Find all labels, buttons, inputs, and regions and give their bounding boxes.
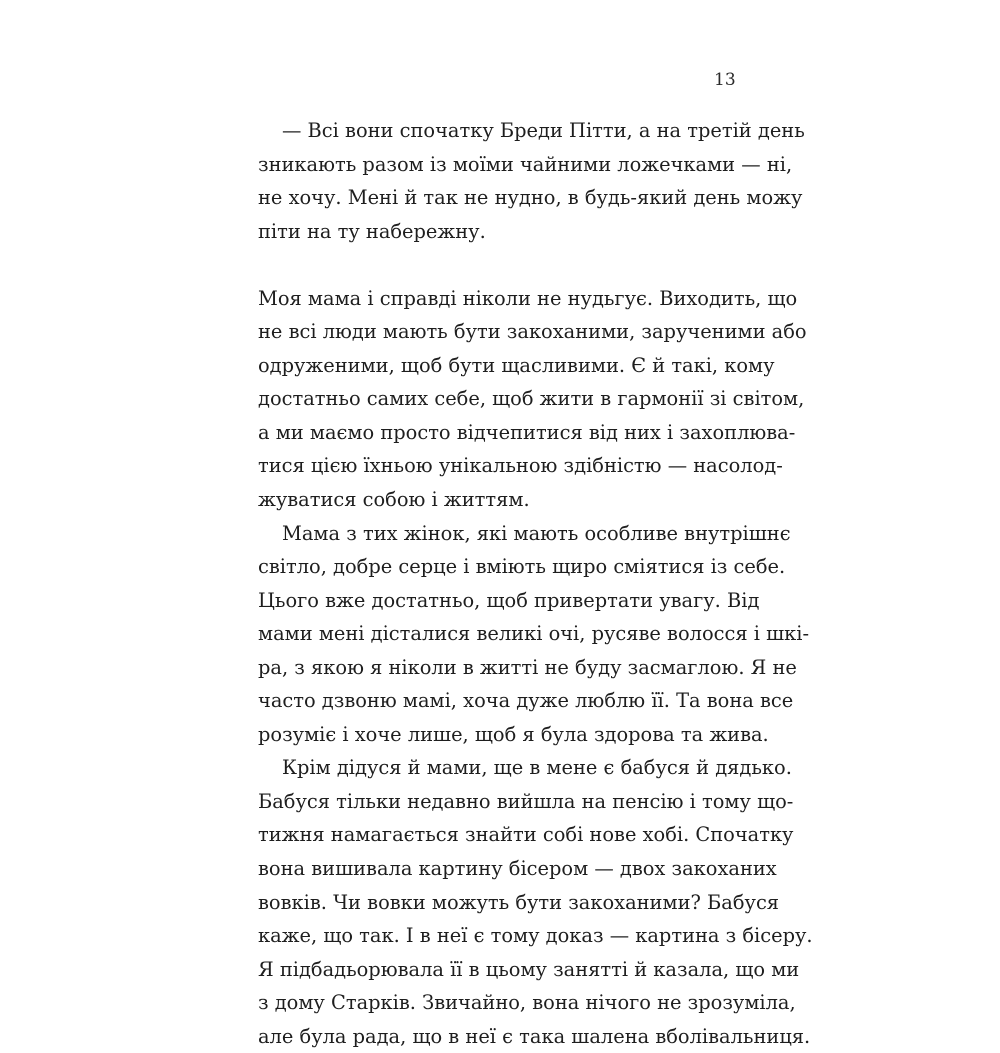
text-line: не хочу. Мені й так не нудно, в будь-який день можу bbox=[258, 186, 803, 210]
paragraph bbox=[258, 282, 807, 517]
page-number: 13 bbox=[714, 70, 736, 90]
text-line: часто дзвоню мамі, хоча дуже люблю її. Та вона все bbox=[258, 689, 794, 713]
text-line: тижня намагається знайти собі нове хобі. Спочатку bbox=[258, 823, 794, 847]
text-line: Моя мама і справді ніколи не нудьгує. Виходить, що bbox=[258, 286, 798, 310]
text-line: достатньо самих себе, щоб жити в гармонії зі світом, bbox=[258, 387, 805, 411]
text-line: розуміє і хоче лише, щоб я була здорова та жива. bbox=[258, 722, 769, 746]
text-line: Цього вже достатньо, щоб привертати увагу. Від bbox=[258, 588, 760, 612]
text-line: піти на ту набережну. bbox=[258, 219, 486, 243]
paragraph bbox=[258, 751, 813, 1053]
text-line: Крім дідуся й мами, ще в мене є бабуся й дядько. bbox=[282, 756, 792, 780]
text-line: каже, що так. І в неї є тому доказ — картина з бісеру. bbox=[258, 924, 813, 948]
text-line: не всі люди мають бути закоханими, зарученими або bbox=[258, 320, 807, 344]
text-line: зникають разом із моїми чайними ложечками — ні, bbox=[258, 152, 793, 176]
body-text bbox=[258, 114, 813, 1053]
text-line: вовків. Чи вовки можуть бути закоханими? Бабуся bbox=[258, 890, 780, 914]
text-line: Мама з тих жінок, які мають особливе внутрішнє bbox=[282, 521, 791, 545]
text-line: тися цією їхньою унікальною здібністю — насолод- bbox=[258, 454, 783, 478]
text-line: вона вишивала картину бісером — двох закоханих bbox=[258, 857, 777, 881]
text-line: жуватися собою і життям. bbox=[258, 488, 530, 512]
text-line: світло, добре серце і вміють щиро сміятися із себе. bbox=[258, 555, 786, 579]
text-line: але була рада, що в неї є така шалена вболівальниця. bbox=[258, 1024, 811, 1048]
text-line: одруженими, щоб бути щасливими. Є й такі, кому bbox=[258, 353, 775, 377]
text-line: Бабуся тільки недавно вийшла на пенсію і тому що- bbox=[258, 789, 794, 813]
paragraph-gap bbox=[258, 248, 728, 282]
text-line: мами мені дісталися великі очі, русяве волосся і шкі- bbox=[258, 622, 810, 646]
text-line: ра, з якою я ніколи в житті не буду засмаглою. Я не bbox=[258, 655, 797, 679]
text-line: Я підбадьорювала її в цьому занятті й казала, що ми bbox=[258, 957, 800, 981]
text-line: з дому Старків. Звичайно, вона нічого не зрозуміла, bbox=[258, 991, 796, 1015]
paragraph bbox=[258, 517, 810, 752]
text-line: а ми маємо просто відчепитися від них і захоплюва- bbox=[258, 420, 796, 444]
text-line: — Всі вони спочатку Бреди Пітти, а на третій день bbox=[282, 119, 805, 142]
paragraph bbox=[258, 114, 805, 248]
